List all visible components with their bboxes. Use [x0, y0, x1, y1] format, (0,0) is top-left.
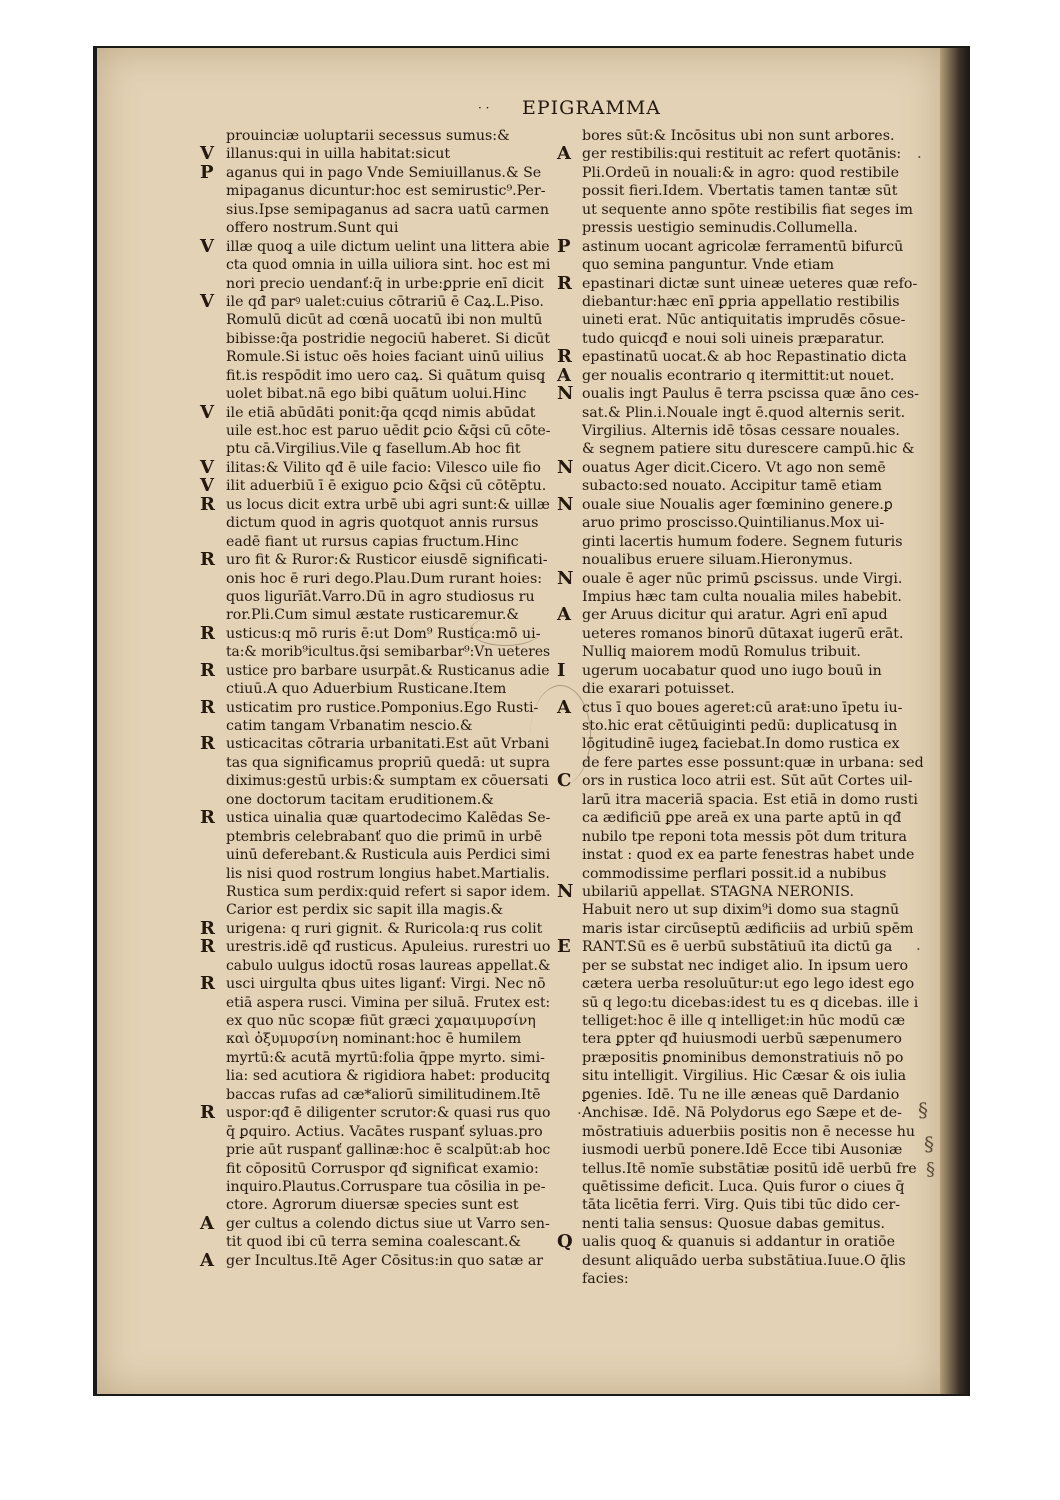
- line-text: epastinari dictæ sunt uineæ ueteres quæ refo-: [582, 275, 918, 292]
- line-text: tit quod ibi cū terra semina coalescant.&: [226, 1234, 522, 1251]
- line-text: ouale siue Noualis ager fœminino genere.ꝑ: [582, 496, 893, 513]
- text-line: [200, 256, 550, 274]
- line-text: ger cultus a colendo dictus siue ut Varro sen-: [226, 1215, 550, 1232]
- text-line: [557, 235, 935, 257]
- marginal-flourish: §: [926, 1159, 935, 1180]
- drop-initial: P: [200, 161, 214, 183]
- drop-initial: R: [200, 733, 215, 755]
- line-text: pressis uestigio seminudis.Collumella.: [582, 220, 858, 237]
- left-column: [200, 127, 550, 1270]
- drop-initial: R: [200, 622, 215, 644]
- line-text: ilitas:& Vilito qđ ē uile facio: Vilesco uile fio: [226, 459, 541, 476]
- line-text: ta:& morib⁹icultus.q̄si semibarbar⁹:Vn ueteres: [226, 644, 551, 661]
- text-line: [557, 696, 935, 718]
- text-line: [200, 938, 550, 956]
- line-text: & segnem patiere situ durescere campū.hic &: [582, 441, 915, 458]
- text-line: [200, 401, 550, 423]
- line-text: uinū deferebant.& Rusticula auis Perdici simi: [226, 847, 551, 864]
- line-text: fit.is respōdit imo uero caꝝ. Si quātum quisq̧: [226, 367, 546, 384]
- text-line: [200, 348, 550, 366]
- line-text: Romule.Si istuc oēs hoies faciant uinū uilius: [226, 349, 544, 366]
- drop-initial: R: [200, 1102, 215, 1124]
- marginal-mark: ·: [917, 148, 922, 166]
- line-text: q̄ ꝑquiro. Actius. Vacātes ruspanť syluas.pro: [226, 1123, 543, 1140]
- line-text: facies:: [582, 1271, 629, 1288]
- text-line: [557, 994, 935, 1012]
- line-text: ptu cā.Virgilius.Vile q̧ fasellum.Ab hoc fit: [226, 441, 521, 458]
- line-text: usci uirgulta qbus uites liganť: Virgi. Nec nō: [226, 976, 546, 993]
- line-text: uspor:qđ ē diligenter scrutor:& quasi rus quo: [226, 1105, 551, 1122]
- line-text: possit fieri.Idem. Vbertatis tamen tantæ sūt: [582, 183, 898, 200]
- line-text: myrtū:& acutā myrtū:folia q̄ppe myrto. simi-: [226, 1049, 545, 1066]
- line-text: tas qua significamus propriū quedā: ut supra: [226, 754, 550, 771]
- text-line: [200, 975, 550, 993]
- drop-initial: V: [200, 475, 214, 497]
- line-text: nori precio uendanť:q̄ in urbe:ꝑprie enī dicit: [226, 275, 544, 292]
- text-line: [200, 1160, 550, 1178]
- text-line: [557, 1252, 935, 1270]
- text-line: [200, 865, 550, 883]
- text-line: [557, 588, 935, 606]
- text-line: [557, 791, 935, 809]
- drop-initial: A: [557, 364, 571, 386]
- line-text: fit cōpositū Corruspor qđ significat examio:: [226, 1160, 539, 1177]
- text-line: [200, 161, 550, 183]
- drop-initial: V: [200, 143, 214, 165]
- text-line: [557, 404, 935, 422]
- text-line: [557, 272, 935, 294]
- line-text: situ intelligit. Virgilius. Hic Cæsar & ois iulia: [582, 1068, 907, 1085]
- line-text: ualis quoq̧ & quanuis si addantur in oratiōe: [582, 1234, 896, 1251]
- line-text: illanus:qui in uilla habitat:sicut: [226, 146, 451, 163]
- text-line: [557, 1049, 935, 1067]
- text-line: [557, 659, 935, 681]
- text-line: [200, 456, 550, 478]
- line-text: sū q lego:tu dicebas:idest tu es q dicebas. ille i: [582, 994, 919, 1011]
- line-text: aganus qui in pago Vnde Semiuillanus.& Se: [226, 164, 542, 181]
- drop-initial: A: [557, 696, 571, 718]
- text-line: [200, 477, 550, 495]
- line-text: ors in rustica loco atrii est. Sūt aūt Cortes uil-: [582, 773, 913, 790]
- text-line: [200, 883, 550, 901]
- text-line: [557, 164, 935, 182]
- text-line: [557, 1067, 935, 1085]
- line-text: Virgilius. Alternis idē tōsas cessare nouales.: [582, 423, 900, 439]
- drop-initial: C: [557, 770, 572, 792]
- line-text: sat.& Plin.i.Nouale ingt ē.quod alternis serit.: [582, 404, 906, 421]
- text-line: [557, 735, 935, 753]
- drop-initial: N: [557, 456, 574, 478]
- text-line: [557, 477, 935, 495]
- text-line: [200, 290, 550, 312]
- text-line: [200, 1196, 550, 1214]
- drop-initial: R: [557, 272, 572, 294]
- line-text: ptembris celebrabanť quo die primū in urbē: [226, 828, 543, 845]
- line-text: ꝑgenies. Idē. Tu ne ille æneas quē Dardanio: [582, 1086, 900, 1103]
- line-text: cta quod omnia in uilla uiliora sint. hoc est mi: [226, 257, 551, 274]
- text-line: [200, 696, 550, 718]
- drop-initial: V: [200, 235, 214, 257]
- text-line: [200, 791, 550, 809]
- line-text: ctiuū.A quo Aduerbium Rusticane.Item: [226, 681, 507, 698]
- text-line: [557, 809, 935, 827]
- ink-smudge: [530, 685, 591, 786]
- text-line: [200, 533, 550, 551]
- line-text: etiā aspera rusci. Vimina per siluā. Frutex est:: [226, 994, 551, 1011]
- text-line: [200, 514, 550, 532]
- line-text: ustica uinalia quæ quartodecimo Kalēdas Se-: [226, 810, 551, 827]
- text-line: [557, 1178, 935, 1196]
- text-line: [200, 957, 550, 975]
- text-line: [557, 219, 935, 237]
- line-text: desunt aliquādo uerba substātiua.Iuue.O q̄lis: [582, 1252, 906, 1269]
- line-text: tellus.Itē nomīe substātiæ positū idē uerbū fre: [582, 1160, 917, 1177]
- text-line: [200, 772, 550, 790]
- line-text: uro fit & Ruror:& Rusticor eiusdē significati-: [226, 552, 548, 569]
- text-line: [200, 235, 550, 257]
- line-text: ouatus Ager dicit.Cicero. Vt ago non semē: [582, 459, 886, 476]
- line-text: commodissime perflari possit.id a nubibus: [582, 865, 887, 882]
- text-line: [200, 588, 550, 606]
- text-line: [200, 182, 550, 200]
- text-line: [557, 754, 935, 772]
- drop-initial: R: [200, 549, 215, 571]
- text-line: [200, 367, 550, 385]
- line-text: aruo primo proscisso.Quintilianus.Mox ui-: [582, 515, 885, 532]
- text-line: [557, 1196, 935, 1214]
- drop-initial: R: [200, 973, 215, 995]
- line-text: Habuit nero ut sup dixim⁹i domo sua stagnū: [582, 902, 900, 919]
- text-line: [557, 1012, 935, 1030]
- drop-initial: E: [557, 936, 571, 958]
- line-text: ctus ī quo boues ageret:cū araŧ:uno īpetu iu-: [582, 699, 903, 716]
- line-text: ger noualis econtrario q itermittit:ut nouet.: [582, 367, 895, 384]
- line-text: ctore. Agrorum diuersæ species sunt est: [226, 1197, 519, 1214]
- line-text: Pli.Ordeū in nouali:& in agro: quod restibile: [582, 164, 900, 181]
- line-text: onis hoc ē ruri dego.Plau.Dum rurant hoies:: [226, 570, 543, 587]
- line-text: mōstratiuis aduerbiis positis non ē necesse hu: [582, 1123, 916, 1140]
- drop-initial: V: [200, 401, 214, 423]
- line-text: de fere partes esse possunt:quæ in urbana: sed: [582, 754, 924, 771]
- drop-initial: R: [200, 807, 215, 829]
- text-line: [557, 533, 935, 551]
- line-text: usticatim pro rustice.Pomponius.Ego Rusti-: [226, 699, 539, 716]
- line-text: uolet bibat.nā ego bibi quātum uolui.Hinc: [226, 386, 527, 403]
- marginal-mark: ·: [916, 940, 921, 958]
- line-text: eadē fiant ut rursus capias fructum.Hinc: [226, 533, 519, 550]
- line-text: tera ꝑpter qđ huiusmodi uerbū sæpenumero: [582, 1031, 902, 1048]
- line-text: catim tangam Vrbanatim nescio.&: [226, 718, 473, 734]
- text-line: [200, 422, 550, 440]
- text-line: [200, 493, 550, 515]
- line-text: larū itra maceriā spacia. Est etiā in domo rusti: [582, 791, 918, 808]
- line-text: ile qđ parꝰ ualet:cuius cōtrariū ē Caꝝ.L.Piso.: [226, 293, 544, 310]
- text-line: [557, 865, 935, 883]
- line-text: usticus:q mō ruris ē:ut Dom⁹ Rustica:mō ui-: [226, 625, 541, 642]
- text-line: [200, 145, 550, 163]
- text-line: [200, 828, 550, 846]
- drop-initial: A: [557, 143, 571, 165]
- drop-initial: A: [200, 1212, 214, 1234]
- line-text: uineti erat. Nūc antiquitatis imprudēs cōsue-: [582, 312, 906, 329]
- text-line: [557, 422, 935, 440]
- text-line: [557, 938, 935, 956]
- marginal-mark: ·: [577, 1104, 582, 1122]
- text-line: [200, 994, 550, 1012]
- text-line: [557, 182, 935, 200]
- line-text: ex quo nūc scopæ fiūt græci χαμαιμυρσίνη: [226, 1013, 536, 1029]
- text-line: [557, 717, 935, 735]
- line-text: illæ quoq̧ a uile dictum uelint una littera abie: [226, 238, 550, 255]
- text-line: [200, 275, 550, 293]
- line-text: ilit aduerbiū ī ē exiguo ꝑcio &q̄si cū cōtēptu.: [226, 478, 547, 495]
- line-text: Carior est perdix sic sapit illa magis.&: [226, 902, 504, 919]
- line-text: ouale ē ager nūc primū ꝑscissus. unde Virgi.: [582, 570, 903, 587]
- text-line: [200, 1104, 550, 1122]
- text-line: [557, 201, 935, 219]
- text-line: [200, 127, 550, 145]
- line-text: iusmodi uerbū ponere.Idē Ecce tibi Ausoniæ: [582, 1142, 903, 1159]
- line-text: die exarari potuisset.: [582, 681, 735, 698]
- drop-initial: R: [200, 659, 215, 681]
- text-line: [200, 1141, 550, 1159]
- line-text: diebantur:hæc enī ꝑpria appellatio restibilis: [582, 293, 900, 310]
- line-text: ueteres romanos binorū dūtaxat iugerū erāt.: [582, 625, 904, 642]
- line-text: Anchisæ. Idē. Nā Polydorus ego Sæpe et de-: [582, 1105, 902, 1122]
- drop-initial: R: [557, 346, 572, 368]
- drop-initial: R: [200, 696, 215, 718]
- line-text: lis nisi quod rostrum longius habet.Martialis.: [226, 865, 550, 882]
- text-line: [200, 1212, 550, 1234]
- line-text: ustice pro barbare usurpāt.& Rusticanus adie: [226, 662, 550, 679]
- line-text: ca ædificiū ꝑpe areā ex una parte aptū in qđ: [582, 810, 902, 827]
- line-text: uile est.hoc est paruo uēdit ꝑcio &q̄si cū cōte-: [226, 423, 551, 439]
- line-text: tāta licētia ferri. Virg. Quis tibi tūc dido cer-: [582, 1197, 901, 1214]
- line-text: ugerum uocabatur quod uno iugo bouū in: [582, 662, 882, 679]
- text-line: [557, 567, 935, 589]
- text-line: [557, 846, 935, 864]
- line-text: us locus dicit extra urbē ubi agri sunt:& uillæ: [226, 496, 550, 513]
- line-text: Rustica sum perdix:quid refert si sapor idem.: [226, 883, 551, 900]
- line-text: bibisse:q̄a postridie negociū haberet. Si dicūt: [226, 330, 550, 347]
- text-line: [557, 440, 935, 458]
- line-text: astinum uocant agricolæ ferramentū bifurcū: [582, 238, 904, 255]
- text-line: [200, 385, 550, 403]
- text-line: [200, 1086, 550, 1104]
- text-line: [200, 717, 550, 735]
- line-text: ut sequente anno spōte restibilis fiat seges im: [582, 201, 913, 218]
- line-text: diximus:gestū urbis:& sumptam ex cōuersati: [226, 773, 549, 790]
- line-text: tudo quicqđ e noui soli uineis præparatur.: [582, 330, 885, 347]
- text-line: [557, 880, 935, 902]
- line-text: subacto:sed nouato. Accipitur tamē etiam: [582, 478, 882, 495]
- line-text: inquiro.Plautus.Corruspare tua cōsilia in pe-: [226, 1178, 546, 1195]
- text-line: [200, 219, 550, 237]
- drop-initial: V: [200, 456, 214, 478]
- text-line: [557, 127, 935, 145]
- text-line: [557, 514, 935, 532]
- text-line: [200, 570, 550, 588]
- text-line: [557, 975, 935, 993]
- text-line: [200, 1030, 550, 1048]
- drop-initial: P: [557, 235, 571, 257]
- text-line: [200, 1123, 550, 1141]
- line-text: Impius hæc tam culta noualia miles habebit.: [582, 588, 902, 605]
- text-line: [200, 440, 550, 458]
- text-line: [557, 311, 935, 329]
- text-line: [200, 917, 550, 939]
- text-line: [557, 1123, 935, 1141]
- line-text: noualibus eruere siluam.Hieronymus.: [582, 552, 853, 569]
- ink-smudge: [470, 615, 541, 646]
- text-line: [200, 659, 550, 681]
- line-text: dictum quod in agris quotquot annis rursus: [226, 515, 539, 532]
- text-line: [557, 456, 935, 478]
- line-text: bores sūt:& Incōsitus ubi non sunt arbores.: [582, 128, 895, 144]
- line-text: Nulliq̧ maiorem modū Romulus tribuit.: [582, 644, 861, 661]
- line-text: prie aūt ruspanť gallinæ:hoc ē scalpūt:ab hoc: [226, 1142, 551, 1159]
- line-text: one doctorum tacitam eruditionem.&: [226, 791, 494, 808]
- line-text: καὶ ὀξυμυρσίνη nominant:hoc ē humilem: [226, 1031, 522, 1048]
- drop-initial: I: [557, 659, 566, 681]
- line-text: sto.hic erat cētūuiginti pedū: duplicatusq̧ in: [582, 718, 898, 734]
- text-line: [557, 643, 935, 661]
- drop-initial: N: [557, 880, 574, 902]
- line-text: telliget:hoc ē ille q intelliget:in hūc modū cæ: [582, 1013, 906, 1029]
- line-text: maris istar circūseptū ædificiis ad urbiū spēm: [582, 920, 914, 937]
- text-line: [557, 625, 935, 643]
- drop-initial: A: [200, 1249, 214, 1271]
- text-line: [200, 311, 550, 329]
- text-line: [557, 901, 935, 919]
- line-text: ror.Pli.Cum simul æstate rusticaremur.&: [226, 607, 519, 624]
- text-line: [200, 330, 550, 348]
- drop-initial: Q: [557, 1231, 573, 1253]
- line-text: Romulū dicūt ad cœnā uocatū ibi non multū: [226, 312, 543, 329]
- drop-initial: N: [557, 383, 574, 405]
- text-line: [200, 846, 550, 864]
- text-line: [200, 1233, 550, 1251]
- line-text: oualis ingt Paulus ē terra pscissa quæ āno ces-: [582, 386, 919, 403]
- line-text: ginti lacertis humum fodere. Segnem futuris: [582, 533, 903, 550]
- text-line: [557, 772, 935, 790]
- text-line: [557, 330, 935, 348]
- text-line: [557, 1160, 935, 1178]
- text-line: [557, 1270, 935, 1288]
- head-ornament: · ·: [478, 101, 490, 115]
- line-text: cabulo uulgus idoctū rosas laureas appellat.&: [226, 957, 551, 974]
- text-line: [200, 1012, 550, 1030]
- text-line: [200, 1178, 550, 1196]
- text-line: [557, 256, 935, 274]
- line-text: instat : quod ex ea parte fenestras habet unde: [582, 847, 915, 864]
- line-text: ubilariū appellaŧ. STAGNA NERONIS.: [582, 883, 854, 900]
- text-line: [200, 754, 550, 772]
- line-text: usticacitas cōtraria urbanitati.Est aūt Vrbani: [226, 736, 550, 753]
- text-line: [200, 901, 550, 919]
- text-line: [557, 385, 935, 403]
- line-text: præpositis ꝑnominibus demonstratiuis nō po: [582, 1049, 904, 1066]
- marginal-flourish: §: [924, 1132, 934, 1156]
- line-text: ile etiā abūdāti ponit:q̄a qcqd nimis abūdat: [226, 404, 536, 421]
- text-line: [200, 551, 550, 569]
- line-text: quo semina panguntur. Vnde etiam: [582, 257, 835, 274]
- drop-initial: A: [557, 604, 571, 626]
- drop-initial: R: [200, 917, 215, 939]
- text-line: [557, 493, 935, 515]
- line-text: urestris.idē qđ rusticus. Apuleius. rurestri uo: [226, 939, 551, 956]
- text-line: [557, 293, 935, 311]
- text-line: [200, 809, 550, 827]
- line-text: ger Aruus dicitur qui aratur. Agri enī apud: [582, 607, 888, 624]
- line-text: sius.Ipse semipaganus ad sacra uatū carmen: [226, 201, 550, 218]
- text-line: [200, 1049, 550, 1067]
- text-line: [557, 364, 935, 386]
- line-text: mipaganus dicuntur:hoc est semirustic⁹.Per-: [226, 183, 546, 200]
- drop-initial: N: [557, 567, 574, 589]
- text-line: [557, 828, 935, 846]
- line-text: ger Incultus.Itē Ager Cōsitus:in quo satæ ar: [226, 1252, 544, 1269]
- text-line: [200, 680, 550, 698]
- marginal-flourish: §: [918, 1098, 928, 1122]
- drop-initial: R: [200, 936, 215, 958]
- text-line: [557, 957, 935, 975]
- text-line: [557, 1086, 935, 1104]
- line-text: per se substat nec indiget alio. In ipsum uero: [582, 957, 909, 974]
- binding-gutter: [940, 48, 968, 1394]
- line-text: quētissime deficit. Luca. Quis furor o ciues q̄: [582, 1178, 905, 1195]
- text-line: [557, 1141, 935, 1159]
- line-text: ger restibilis:qui restituit ac refert quotānis:: [582, 146, 902, 163]
- line-text: RANT.Sū es ē uerbū substātiuū ita dictū ga: [582, 939, 893, 956]
- drop-initial: N: [557, 493, 574, 515]
- text-line: [557, 1030, 935, 1048]
- drop-initial: V: [200, 290, 214, 312]
- line-text: quos ligurīāt.Varro.Dū in agro studiosus ru: [226, 588, 535, 605]
- line-text: offero nostrum.Sunt qui: [226, 220, 399, 237]
- text-line: [557, 920, 935, 938]
- running-head: EPIGRAMMA: [522, 97, 661, 119]
- text-line: [557, 680, 935, 698]
- text-line: [200, 735, 550, 753]
- text-line: [200, 201, 550, 219]
- line-text: prouinciæ uoluptarii secessus sumus:&: [226, 128, 510, 144]
- drop-initial: R: [200, 493, 215, 515]
- text-line: [557, 1233, 935, 1251]
- line-text: epastinatū uocat.& ab hoc Repastinatio dicta: [582, 349, 907, 366]
- text-line: [557, 145, 935, 163]
- text-line: [557, 348, 935, 366]
- text-line: [557, 1104, 935, 1122]
- right-column: [557, 127, 935, 1289]
- line-text: nubilo tpe reponi tota messis pōt dum tritura: [582, 828, 907, 845]
- line-text: baccas rufas ad cæ*aliorū similitudinem.Itē: [226, 1086, 541, 1103]
- line-text: urigena: q ruri gignit. & Ruricola:q rus colit: [226, 920, 543, 937]
- text-line: [200, 1249, 550, 1271]
- line-text: cætera uerba resoluūtur:ut ego lego idest ego: [582, 976, 915, 993]
- text-line: [557, 1215, 935, 1233]
- text-line: [557, 606, 935, 624]
- text-line: [200, 1067, 550, 1085]
- text-line: [557, 551, 935, 569]
- line-text: nenti talia sensus: Quosue dabas gemitus.: [582, 1215, 886, 1232]
- line-text: lia: sed acutiora & rigidiora habet: producitq̧: [226, 1068, 551, 1085]
- text-line: [200, 643, 550, 661]
- line-text: lōgitudinē iugeꝝ faciebat.In domo rustica ex: [582, 736, 900, 753]
